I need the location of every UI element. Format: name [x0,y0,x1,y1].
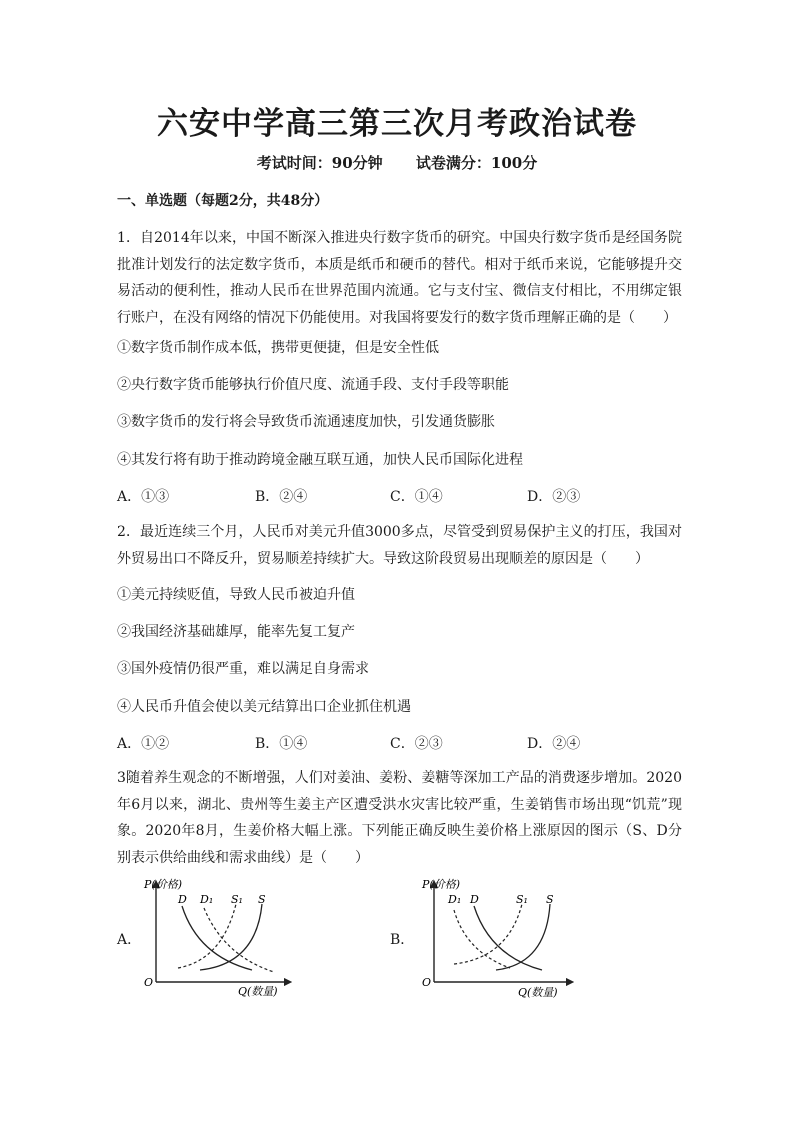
q2-stem: 2．最近连续三个月，人民币对美元升值3000多点，尽管受到贸易保护主义的打压，我国对外贸易出口不降反升，贸易顺差持续扩大。导致这阶段贸易出现顺差的原因是（ ） [117,524,682,567]
exam-title: 六安中学高三第三次月考政治试卷 [157,106,637,142]
q1-item-3: ③数字货币的发行将会导致货币流通速度加快，引发通货膨胀 [117,414,495,430]
exam-info [0,152,794,173]
graph-a-origin: O [144,976,154,989]
graph-a-curve-d1 [204,908,274,972]
graph-a-option-label[interactable]: A． [117,932,142,948]
graph-a [140,872,300,998]
graph-a-ylabel: P(价格) [144,878,182,891]
section-heading: 一、单选题（每题2分，共48分） [117,193,329,209]
graph-a-curve-s [200,904,262,970]
q1-option-c[interactable]: C．①④ [390,489,443,505]
graph-a-curve-d [182,906,252,970]
q1-option-b[interactable]: B．②④ [255,489,308,505]
graph-a-label-s1: S₁ [231,893,243,906]
graph-b-option-label[interactable]: B． [390,932,415,948]
q2-item-4: ④人民币升值会使以美元结算出口企业抓住机遇 [117,699,411,715]
q2-item-2: ②我国经济基础雄厚，能率先复工复产 [117,624,355,640]
q1-item-4: ④其发行将有助于推动跨境金融互联互通，加快人民币国际化进程 [117,452,523,468]
q1-item-1: ①数字货币制作成本低，携带更便捷，但是安全性低 [117,340,439,356]
q2-option-a[interactable]: A．①② [117,736,170,752]
graph-b-label-s: S [546,893,554,906]
graph-b-xlabel: Q(数量) [518,986,558,999]
graph-a-label-d1: D₁ [200,893,214,906]
graph-a-xlabel: Q(数量) [238,985,278,998]
graph-b-curve-s [496,904,550,970]
q1-item-2: ②央行数字货币能够执行价值尺度、流通手段、支付手段等职能 [117,377,509,393]
q2-option-c[interactable]: C．②③ [390,736,443,752]
graph-b-label-d: D [470,893,479,906]
graph-b-label-s1: S₁ [516,893,528,906]
q2-option-b[interactable]: B．①④ [255,736,308,752]
graph-b-curve-d [474,906,542,970]
graph-b-origin: O [422,976,432,989]
exam-score: 试卷满分：100分 [415,154,538,172]
exam-time: 考试时间：90分钟 [256,154,383,172]
graph-a-label-s: S [258,893,266,906]
q1-option-d[interactable]: D．②③ [527,489,581,505]
q1-option-a[interactable]: A．①③ [117,489,170,505]
q1-stem: 1．自2014年以来，中国不断深入推进央行数字货币的研究。中国央行数字货币是经国务院批准计划发行的法定数字货币，本质是纸币和硬币的替代。相对于纸币来说，它能够提升交易活动的便利性，推动人民币在世界范围内流通。它与支付宝、微信支付相比，不用绑定银行账户，在没有网络的情况下仍能使用。对我国将要发行的数字货币理解正确的是（ ） [117,230,682,326]
q2-item-3: ③国外疫情仍很严重，难以满足自身需求 [117,661,369,677]
graph-b-curve-d1 [454,910,510,968]
graph-b [418,872,583,1000]
q3-stem: 3随着养生观念的不断增强，人们对姜油、姜粉、姜糖等深加工产品的消费逐步增加。2020年6月以来，湖北、贵州等生姜主产区遭受洪水灾害比较严重，生姜销售市场出现“饥荒”现象。2020年8月，生姜价格大幅上涨。下列能正确反映生姜价格上涨原因的图示（S、D分别表示供给曲线和需求曲线）是（ ） [117,770,682,866]
graph-b-label-d1: D₁ [448,893,462,906]
q2-option-d[interactable]: D．②④ [527,736,581,752]
q2-item-1: ①美元持续贬值，导致人民币被迫升值 [117,587,355,603]
graph-a-label-d: D [178,893,187,906]
graph-b-ylabel: P(价格) [422,878,460,891]
